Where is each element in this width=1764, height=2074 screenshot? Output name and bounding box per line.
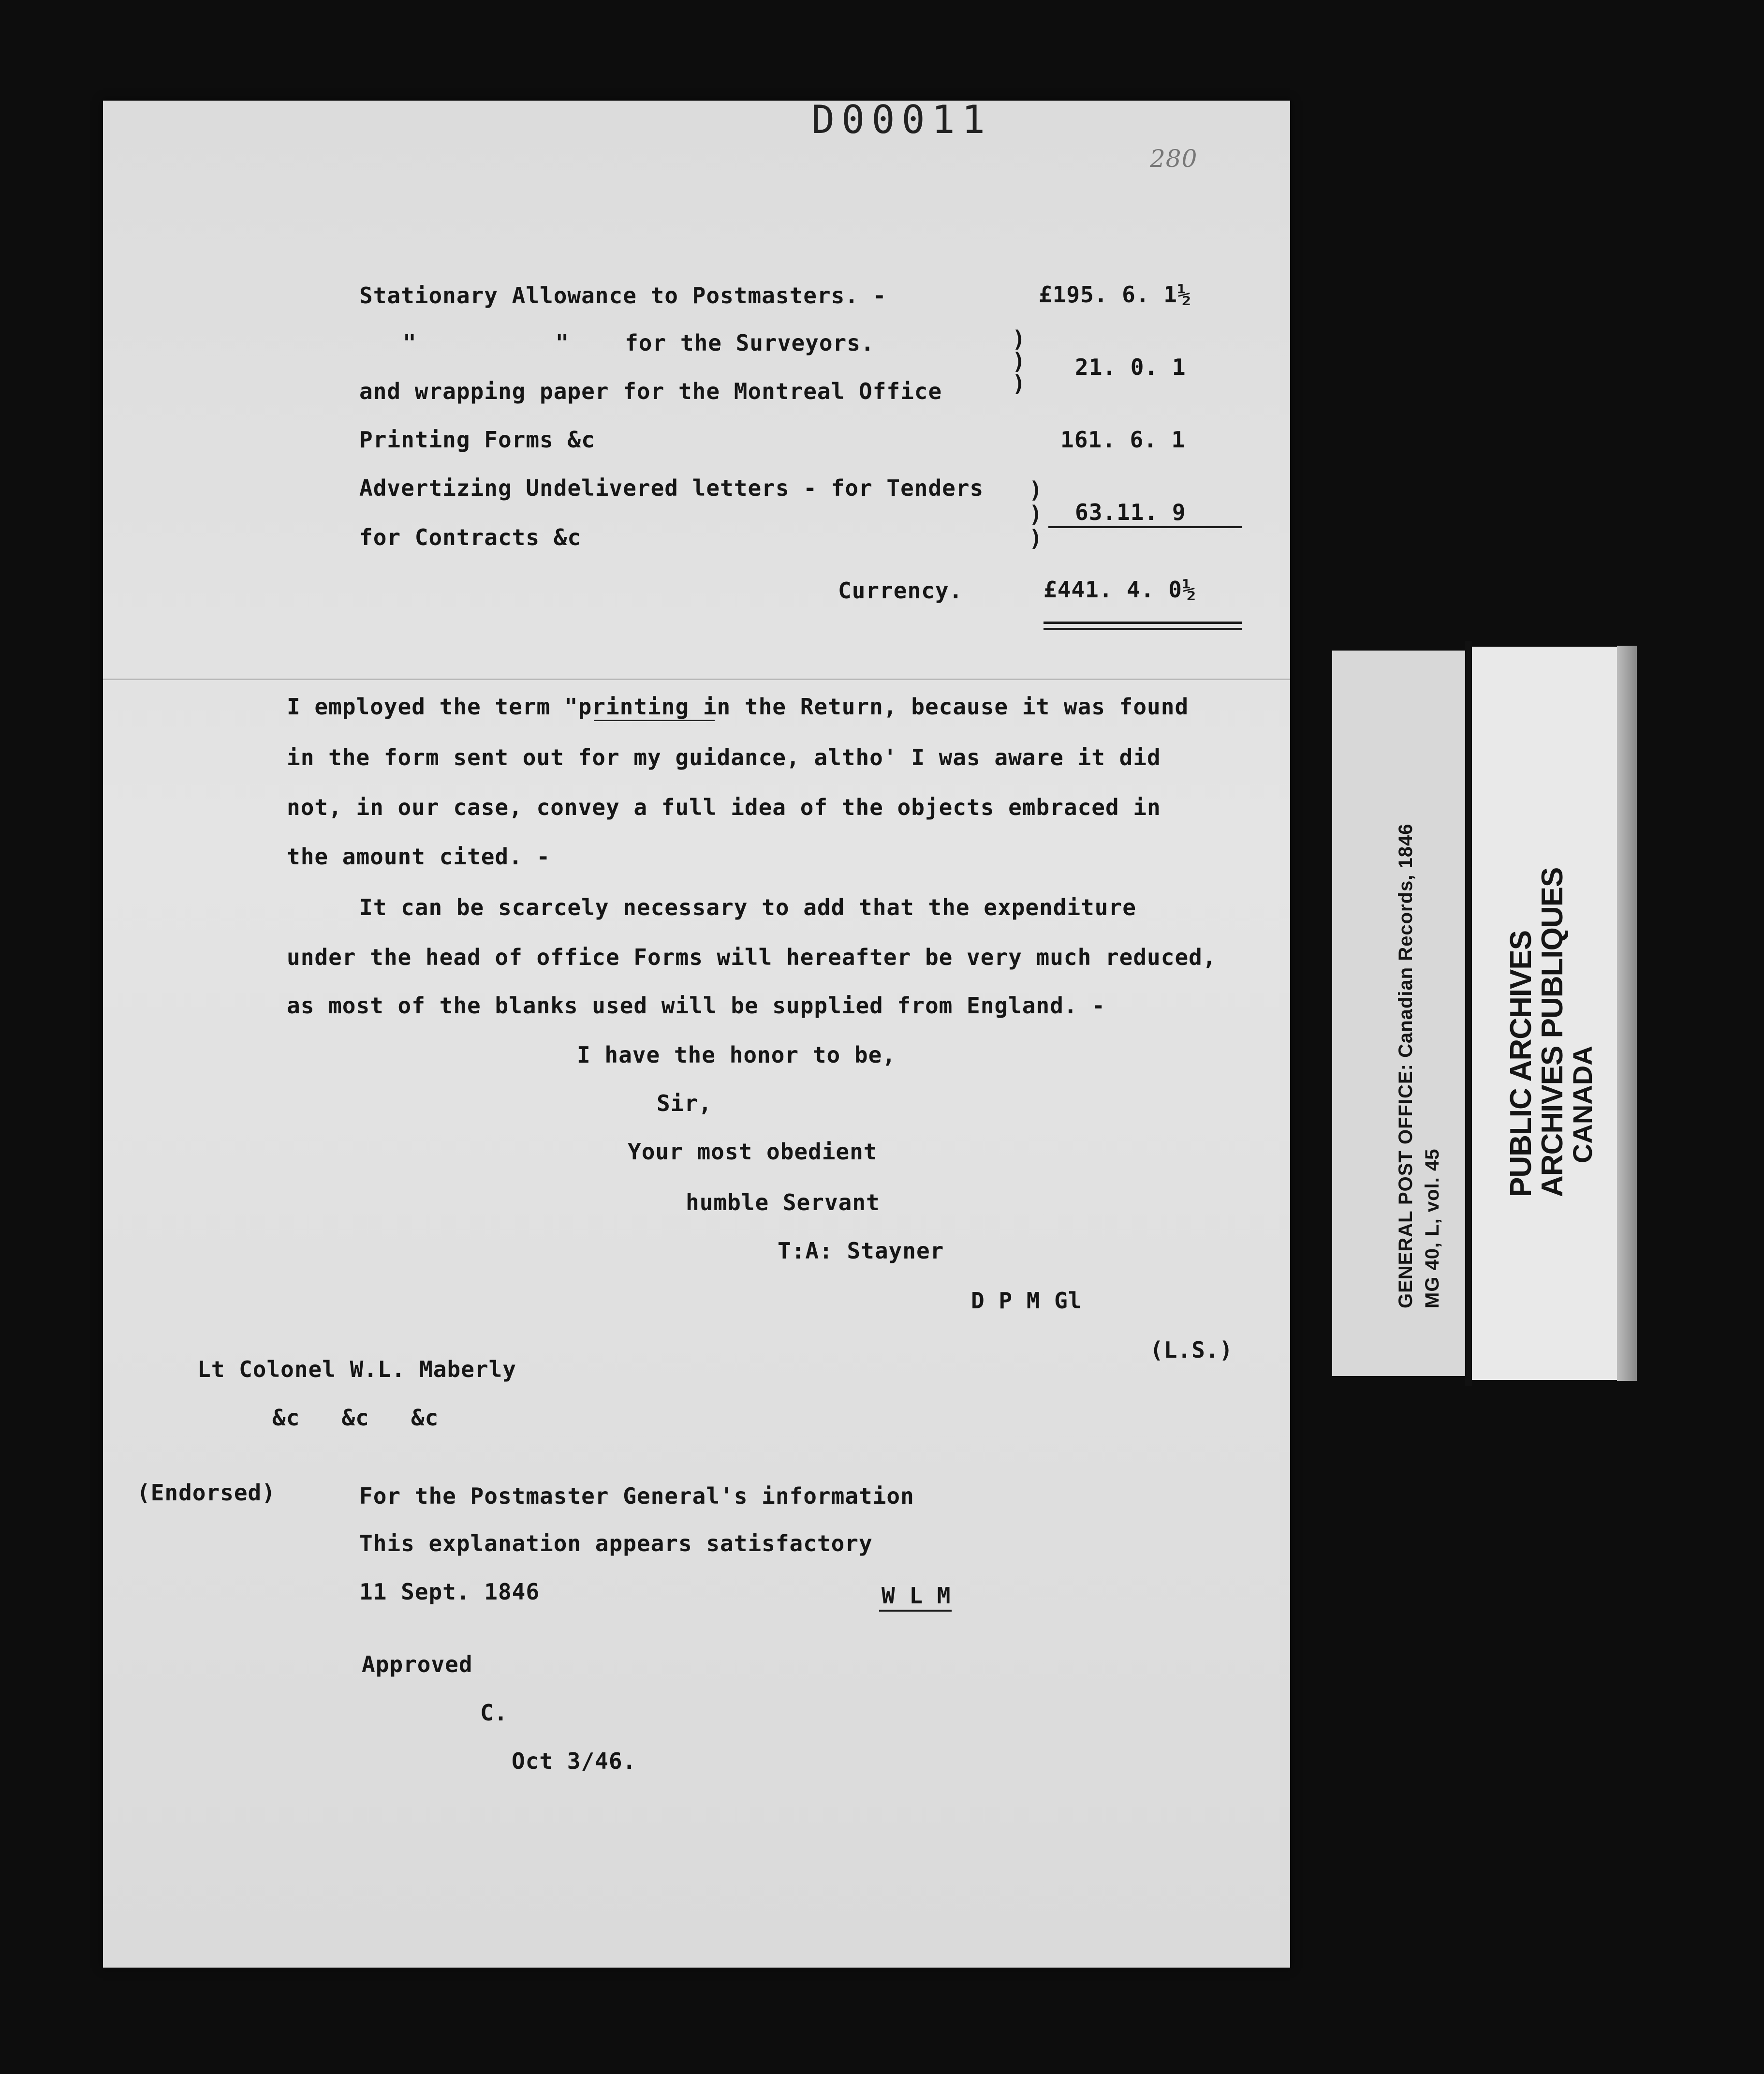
- approved-date: Oct 3/46.: [512, 1748, 637, 1774]
- body-line-7: as most of the blanks used will be supplied from England. -: [287, 993, 1105, 1019]
- archive-volume-line: MG 40, L, vol. 45: [1422, 1148, 1443, 1308]
- ledger-row-2-label: " " for the Surveyors.: [403, 330, 875, 356]
- endorsement-tag: (Endorsed): [137, 1480, 276, 1506]
- endorsement-initials: W L M: [882, 1583, 951, 1609]
- document-stamp-number: D00011: [811, 97, 992, 142]
- body-line-4: the amount cited. -: [287, 844, 551, 870]
- ledger-row-5-amount: 63.11. 9: [1075, 499, 1186, 525]
- body-line-3: not, in our case, convey a full idea of the objects embraced in: [287, 794, 1161, 820]
- ledger-row-1-amount: £195. 6. 1½: [1039, 281, 1191, 308]
- total-rule-1: [1044, 622, 1242, 624]
- closing-line-2: Sir,: [657, 1090, 712, 1116]
- archive-label: [1332, 651, 1637, 1376]
- body-line-6: under the head of office Forms will hereafter be very much reduced,: [287, 944, 1217, 970]
- endorsement-line-1: For the Postmaster General's information: [359, 1483, 914, 1509]
- label-divider: [1465, 641, 1472, 1386]
- signature: T:A: Stayner: [778, 1238, 944, 1264]
- archive-series-line: GENERAL POST OFFICE: Canadian Records, 1846: [1395, 823, 1416, 1308]
- ledger-row-1-label: Stationary Allowance to Postmasters. -: [359, 282, 887, 309]
- archives-publiques-text: ARCHIVES PUBLIQUES: [1536, 867, 1569, 1197]
- total-label: Currency.: [838, 578, 963, 604]
- public-archives-text: PUBLIC ARCHIVES: [1504, 930, 1538, 1197]
- endorsement-line-2: This explanation appears satisfactory: [359, 1530, 873, 1556]
- document-page: [103, 97, 1290, 1968]
- ledger-row-3-label: and wrapping paper for the Montreal Office: [359, 378, 942, 404]
- bracket-surveyors: ) ) ): [1012, 326, 1026, 397]
- total-rule-2: [1044, 628, 1242, 630]
- addressee-name: Lt Colonel W.L. Maberly: [197, 1356, 516, 1382]
- initials-underline: [879, 1610, 952, 1612]
- total-amount: £441. 4. 0½: [1044, 577, 1196, 603]
- ledger-row-3-amount: 21. 0. 1: [1075, 354, 1186, 380]
- label-edge: [1617, 646, 1637, 1381]
- endorsement-date: 11 Sept. 1846: [359, 1579, 540, 1605]
- body-line-2: in the form sent out for my guidance, altho' I was aware it did: [287, 744, 1161, 770]
- ledger-row-6-label: for Contracts &c: [359, 524, 582, 550]
- subtotal-rule: [1048, 526, 1242, 528]
- page-fold: [103, 679, 1290, 680]
- body-line-5: It can be scarcely necessary to add that the expenditure: [359, 894, 1136, 920]
- closing-line-3: Your most obedient: [628, 1139, 878, 1165]
- addressee-etc: &c &c &c: [272, 1405, 439, 1431]
- approved-label: Approved: [362, 1651, 473, 1677]
- ledger-row-4-label: Printing Forms &c: [359, 427, 595, 453]
- body-line-1: I employed the term "printing in the Return, because it was found: [287, 694, 1189, 720]
- folio-number: 280: [1150, 145, 1198, 173]
- seal-mark: (L.S.): [1150, 1337, 1234, 1363]
- canada-text: CANADA: [1567, 1046, 1598, 1163]
- ledger-row-5-label: Advertizing Undelivered letters - for Tenders: [359, 475, 984, 501]
- closing-line-4: humble Servant: [686, 1189, 880, 1215]
- approver-initial: C.: [480, 1700, 508, 1726]
- bracket-advertizing: ) ) ): [1029, 477, 1043, 551]
- printing-underline: [594, 720, 715, 721]
- ledger-row-4-amount: 161. 6. 1: [1060, 427, 1186, 453]
- closing-line-1: I have the honor to be,: [577, 1042, 896, 1068]
- signatory-title: D P M Gl: [971, 1288, 1082, 1314]
